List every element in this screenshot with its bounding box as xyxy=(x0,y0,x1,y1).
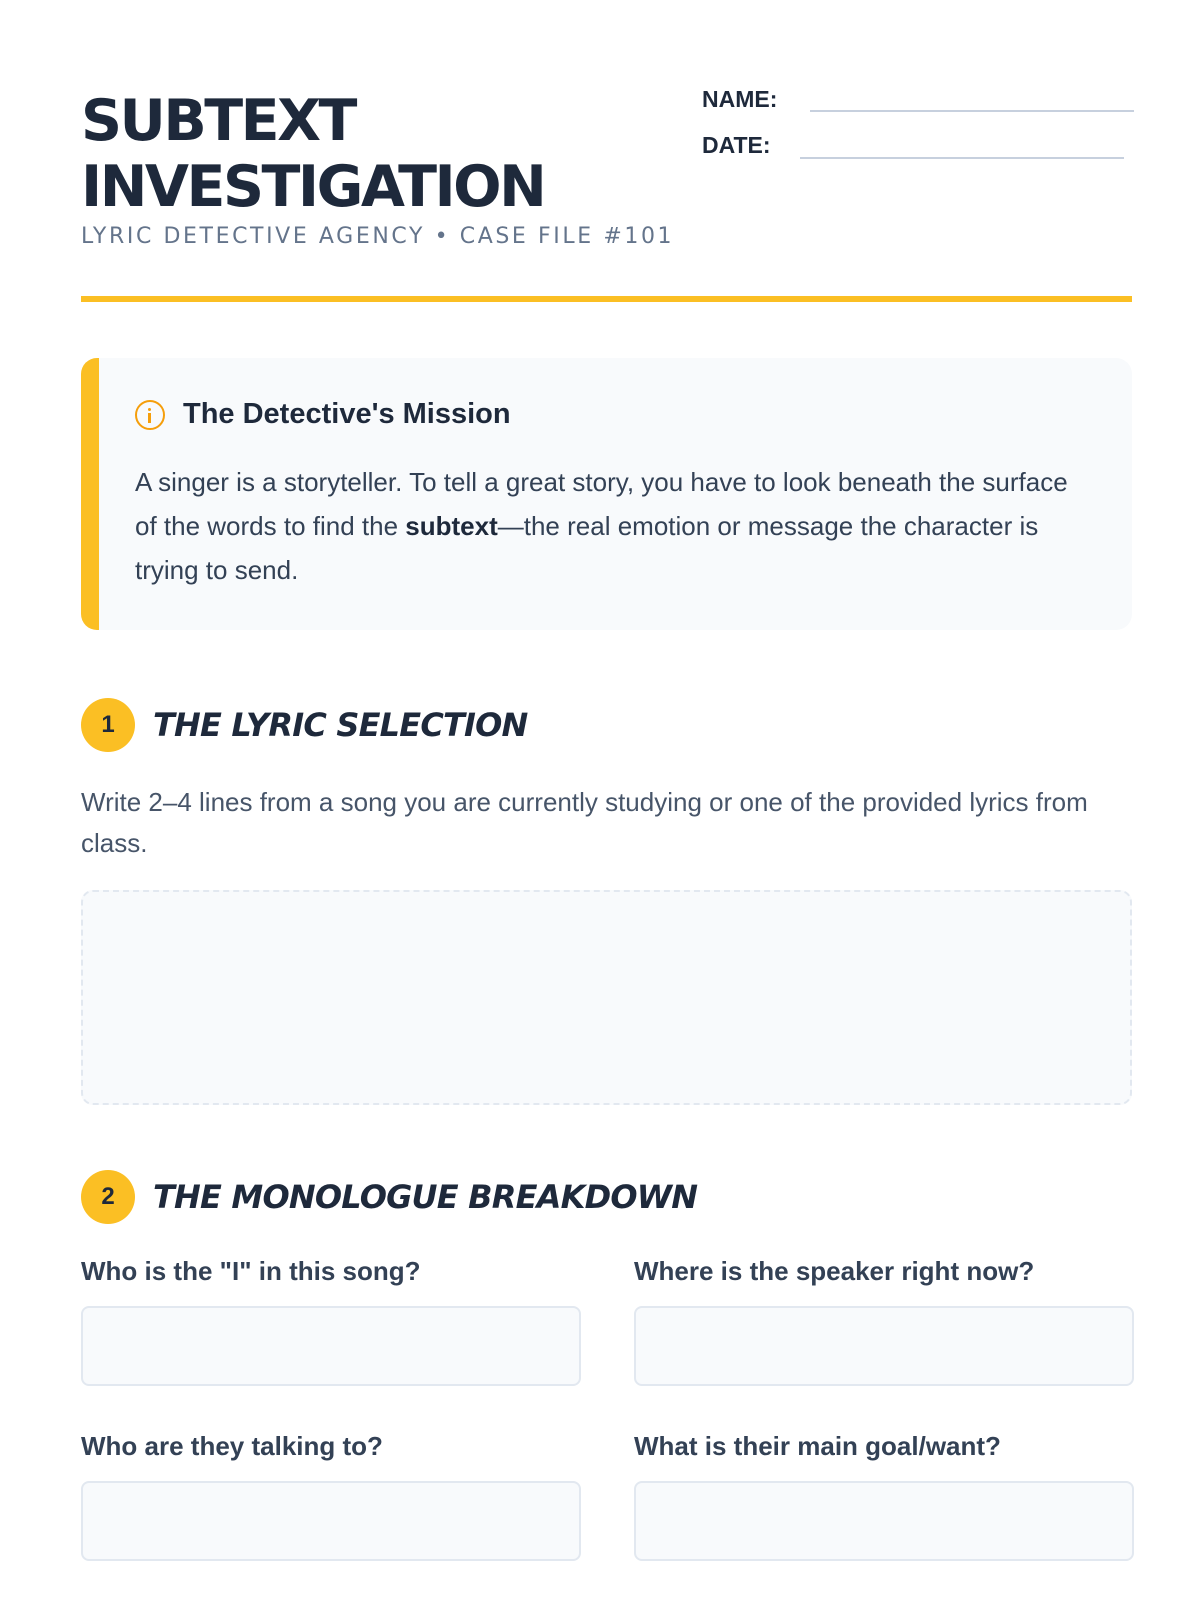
date-field[interactable] xyxy=(800,157,1124,159)
lyric-input-box[interactable] xyxy=(81,890,1132,1105)
answer-field-where-speaker[interactable] xyxy=(634,1306,1134,1386)
name-field-row xyxy=(702,82,777,112)
question-label-main-goal: What is their main goal/want? xyxy=(634,1431,1001,1461)
title-line-2: INVESTIGATION xyxy=(81,154,545,220)
section-1-number: 1 xyxy=(81,698,135,752)
page-title xyxy=(81,88,641,220)
mission-text-part1: A singer is a storyteller. To tell a great story, you have to look beneath the surface of the words to find the xyxy=(135,467,1068,541)
section-1-instructions: Write 2–4 lines from a song you are currently studying or one of the provided lyrics from class. xyxy=(81,787,1088,858)
question-label-who-is-i: Who is the "I" in this song? xyxy=(81,1256,421,1286)
mission-text xyxy=(135,460,1095,592)
section-2-title: THE MONOLOGUE BREAKDOWN xyxy=(153,1178,698,1216)
answer-field-main-goal[interactable] xyxy=(634,1481,1134,1561)
mission-text-bold: subtext xyxy=(405,511,498,541)
question-label-talking-to: Who are they talking to? xyxy=(81,1431,383,1461)
title-line-1: SUBTEXT xyxy=(81,88,355,154)
section-2-header xyxy=(81,1170,697,1224)
date-field-row xyxy=(702,128,771,158)
mission-title: The Detective's Mission xyxy=(183,398,511,430)
name-label: NAME: xyxy=(702,86,778,112)
answer-field-who-is-i[interactable] xyxy=(81,1306,581,1386)
answer-field-talking-to[interactable] xyxy=(81,1481,581,1561)
section-1-title: THE LYRIC SELECTION xyxy=(153,706,528,744)
info-circle-icon xyxy=(135,400,165,430)
section-2-number: 2 xyxy=(81,1170,135,1224)
question-label-where-speaker: Where is the speaker right now? xyxy=(634,1256,1035,1286)
page-subtitle: LYRIC DETECTIVE AGENCY • CASE FILE #101 xyxy=(81,224,675,249)
section-1-header xyxy=(81,698,528,752)
name-field[interactable] xyxy=(810,110,1134,112)
header-divider xyxy=(81,296,1132,302)
mission-header xyxy=(135,398,511,431)
mission-callout xyxy=(81,358,1132,630)
date-label: DATE: xyxy=(702,132,771,158)
mission-text-part2: —the real emotion or message the character is trying to send. xyxy=(135,511,1039,585)
